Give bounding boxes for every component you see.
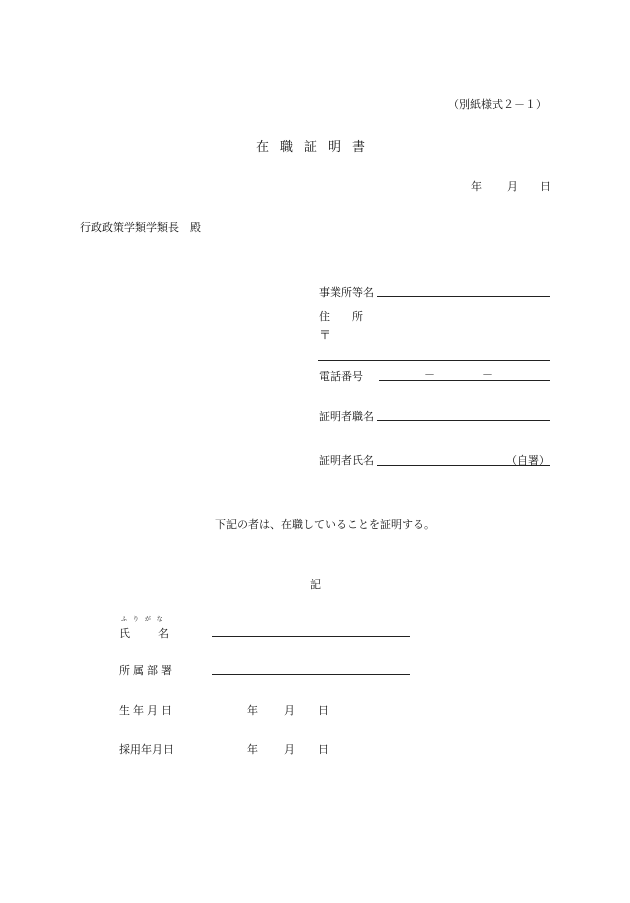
form-number: （別紙様式２－１） xyxy=(448,98,547,111)
certification-statement: 下記の者は、在職していることを証明する。 xyxy=(215,518,435,531)
hire-month-label: 月 xyxy=(284,743,295,756)
position-label: 証明者職名 xyxy=(319,410,374,423)
position-field[interactable] xyxy=(377,420,550,421)
phone-field[interactable] xyxy=(379,380,550,381)
office-name-label: 事業所等名 xyxy=(319,286,374,299)
birth-month-label: 月 xyxy=(284,704,295,717)
birth-date-label: 生年月日 xyxy=(119,704,175,717)
address-label: 住 所 xyxy=(319,310,363,323)
date-month-label: 月 xyxy=(507,180,518,193)
hire-day-label: 日 xyxy=(318,743,329,756)
date-day-label: 日 xyxy=(540,180,551,193)
document-title: 在職証明書 xyxy=(256,140,377,155)
employee-name-label: 氏 名 xyxy=(119,627,171,640)
birth-year-label: 年 xyxy=(247,704,258,717)
addressee: 行政政策学類学類長 殿 xyxy=(80,221,201,234)
phone-dash-1: － xyxy=(424,368,435,381)
postal-mark: 〒 xyxy=(319,328,332,342)
hire-date-label: 採用年月日 xyxy=(119,743,174,756)
phone-dash-2: － xyxy=(482,368,493,381)
ki-heading: 記 xyxy=(310,578,321,591)
address-field[interactable] xyxy=(318,360,550,361)
department-field[interactable] xyxy=(212,674,410,675)
date-year-label: 年 xyxy=(471,180,482,193)
employee-name-field[interactable] xyxy=(212,636,410,637)
office-name-field[interactable] xyxy=(377,296,550,297)
signature-note: （自署） xyxy=(506,454,550,467)
hire-year-label: 年 xyxy=(247,743,258,756)
birth-day-label: 日 xyxy=(318,704,329,717)
furigana-label: ふ り が な xyxy=(121,616,165,623)
certifier-name-label: 証明者氏名 xyxy=(319,454,374,467)
phone-label: 電話番号 xyxy=(319,370,363,383)
department-label: 所属部署 xyxy=(119,664,175,677)
